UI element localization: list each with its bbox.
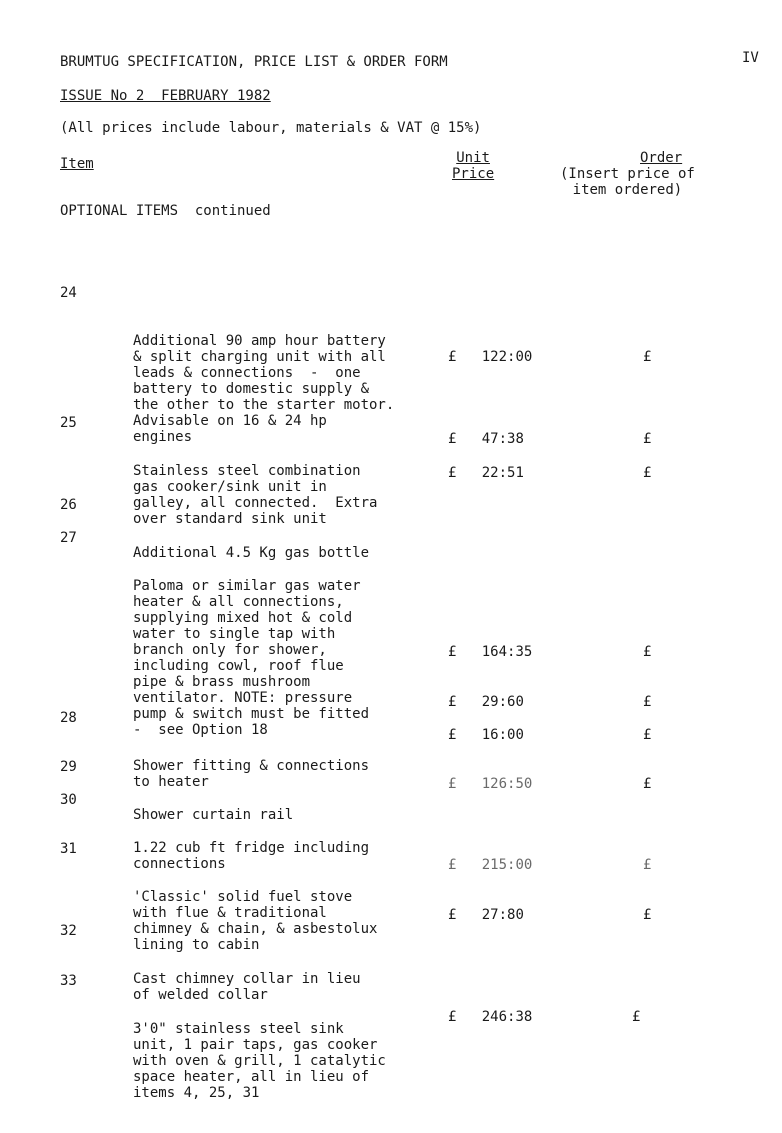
item-number: 30 <box>60 792 77 808</box>
item-order-field[interactable]: £ <box>643 776 652 792</box>
item-order-field[interactable]: £ <box>643 431 652 447</box>
item-description: Cast chimney collar in lieu of welded collar <box>133 971 361 1003</box>
price-note: (All prices include labour, materials & VAT @ 15%) <box>60 120 482 136</box>
item-price: £ 29:60 <box>448 694 524 710</box>
item-price: £ 22:51 <box>448 465 524 481</box>
section-title: OPTIONAL ITEMS continued <box>60 203 271 219</box>
item-order-field[interactable]: £ <box>643 349 652 365</box>
item-number: 29 <box>60 759 77 775</box>
item-description: Shower curtain rail <box>133 807 294 823</box>
item-number: 28 <box>60 710 77 726</box>
issue-line: ISSUE No 2 FEBRUARY 1982 <box>60 88 271 104</box>
item-order-field[interactable]: £ <box>643 857 652 873</box>
item-number: 32 <box>60 923 77 939</box>
item-description: 1.22 cub ft fridge including connections <box>133 840 370 872</box>
item-price: £ 246:38 <box>448 1009 533 1025</box>
column-order-header: Order <box>640 150 683 166</box>
item-number: 31 <box>60 841 77 857</box>
item-order-field[interactable]: £ <box>643 907 652 923</box>
item-order-field[interactable]: £ <box>643 694 652 710</box>
item-price: £ 27:80 <box>448 907 524 923</box>
column-order-note: (Insert price of item ordered) <box>560 166 695 198</box>
column-item-header: Item <box>60 156 94 172</box>
item-order-field[interactable]: £ <box>643 644 652 660</box>
item-number: 24 <box>60 285 77 301</box>
item-description: Paloma or similar gas water heater & all connections, supplying mixed hot & cold water to single tap with branch only for shower, including cowl, roof flue pipe & brass mushroom ventilator. NOTE: pressure pump & switch must be fitted - see Option 18 <box>133 578 370 738</box>
document-title: BRUMTUG SPECIFICATION, PRICE LIST & ORDER FORM <box>60 54 448 70</box>
item-description: 'Classic' solid fuel stove with flue & traditional chimney & chain, & asbestolux lining to cabin <box>133 889 378 953</box>
item-number: 25 <box>60 415 77 431</box>
item-number: 26 <box>60 497 77 513</box>
item-price: £ 16:00 <box>448 727 524 743</box>
item-price: £ 215:00 <box>448 857 533 873</box>
item-order-field[interactable]: £ <box>632 1009 641 1025</box>
column-unit-price-header: Unit Price <box>452 150 495 182</box>
item-row <box>0 941 782 1101</box>
item-description: Stainless steel combination gas cooker/sink unit in galley, all connected. Extra over standard sink unit <box>133 463 378 527</box>
item-description: Additional 90 amp hour battery & split charging unit with all leads & connections - one battery to domestic supply & the other to the starter motor. Advisable on 16 & 24 hp engines <box>133 333 395 445</box>
item-order-field[interactable]: £ <box>643 727 652 743</box>
item-description: 3'0" stainless steel sink unit, 1 pair taps, gas cooker with oven & grill, 1 catalytic space heater, all in lieu of items 4, 25, 31 <box>133 1021 386 1101</box>
item-price: £ 122:00 <box>448 349 533 365</box>
page-number: IV <box>742 50 759 66</box>
item-number: 27 <box>60 530 77 546</box>
item-price: £ 126:50 <box>448 776 533 792</box>
item-description: Shower fitting & connections to heater <box>133 758 370 790</box>
item-order-field[interactable]: £ <box>643 465 652 481</box>
item-price: £ 47:38 <box>448 431 524 447</box>
item-price: £ 164:35 <box>448 644 533 660</box>
item-description: Additional 4.5 Kg gas bottle <box>133 545 370 561</box>
item-number: 33 <box>60 973 77 989</box>
